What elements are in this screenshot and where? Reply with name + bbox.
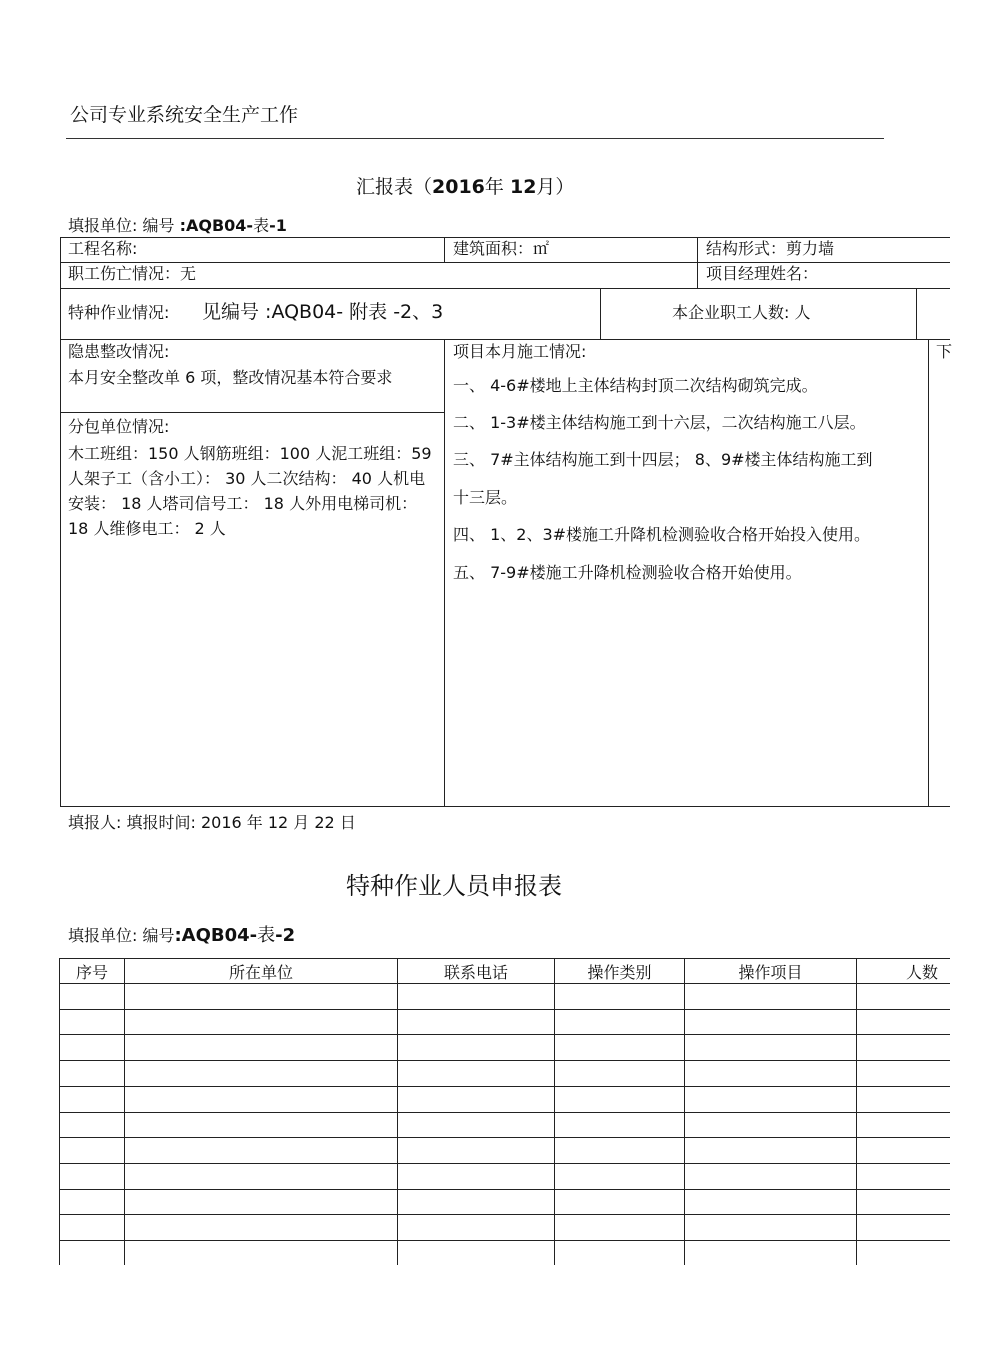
column-header: 序号 — [75, 963, 108, 982]
table-row-rule — [59, 983, 950, 984]
table-row-rule — [59, 1240, 950, 1241]
table-rule — [697, 237, 698, 289]
table-row-rule — [59, 1060, 950, 1061]
table-rule — [928, 339, 929, 807]
report1-footer: 填报人: 填报时间: 2016 年 12 月 22 日 — [68, 813, 356, 832]
construction-item: 五、 7-9#楼施工升降机检测验收合格开始使用。 — [453, 563, 802, 582]
table-rule — [600, 288, 601, 340]
next-month-label: 下 — [936, 342, 953, 361]
construction-item: 三、 7#主体结构施工到十四层； 8、9#楼主体结构施工到 — [453, 450, 873, 469]
table-rule — [444, 237, 445, 263]
table-rule — [60, 288, 950, 289]
table-rule — [60, 339, 950, 340]
report2-title: 特种作业人员申报表 — [346, 872, 562, 900]
construction-title: 项目本月施工情况: — [453, 342, 587, 361]
header-divider — [66, 138, 884, 139]
table-rule — [60, 262, 950, 263]
table-rule — [60, 412, 444, 413]
org-header: 公司专业系统安全生产工作 — [70, 104, 299, 126]
table-rule — [60, 237, 61, 807]
hazard-title: 隐患整改情况: — [68, 342, 170, 361]
column-header: 人数 — [905, 963, 938, 982]
table-row-rule — [59, 1137, 950, 1138]
column-header: 操作项目 — [738, 963, 803, 982]
staff-count-label: 本企业职工人数: 人 — [672, 303, 811, 322]
hazard-text: 本月安全整改单 6 项，整改情况基本符合要求 — [68, 368, 393, 387]
column-header: 操作类别 — [587, 963, 652, 982]
subcontractor-text: 木工班组：150 人钢筋班组：100 人泥工班组：59 人架子工（含小工）： 30 人二次结构： 40 人机电安装： 18 人塔司信号工： 18 人外用电梯司机： 18 人维修电工： 2 人 — [68, 444, 432, 538]
project-name-label: 工程名称: — [68, 239, 138, 258]
construction-item: 一、 4-6#楼地上主体结构封顶二次结构砌筑完成。 — [453, 376, 818, 395]
construction-item: 四、 1、2、3#楼施工升降机检测验收合格开始投入使用。 — [453, 525, 871, 544]
table-row-rule — [59, 1034, 950, 1035]
special-ops-value: 见编号 :AQB04- 附表 -2、3 — [202, 301, 444, 323]
table-row-rule — [59, 1112, 950, 1113]
table-rule — [60, 237, 950, 238]
table-row-rule — [59, 1163, 950, 1164]
table-rule — [444, 339, 445, 807]
special-ops-label: 特种作业情况: — [68, 303, 170, 322]
structure-type-label: 结构形式：剪力墙 — [706, 239, 835, 258]
building-area-label: 建筑面积：㎡ — [453, 239, 550, 258]
table-row-rule — [59, 958, 950, 959]
table-rule — [60, 806, 950, 807]
report1-title: 汇报表（2016年 12月） — [356, 176, 575, 198]
table-row-rule — [59, 1086, 950, 1087]
table-rule — [916, 288, 917, 340]
construction-item: 十三层。 — [453, 488, 518, 507]
report2-unit-line: 填报单位: 编号:AQB04-表-2 — [68, 925, 296, 946]
table-row-rule — [59, 1189, 950, 1190]
table-row-rule — [59, 1009, 950, 1010]
report1-unit-line: 填报单位: 编号 :AQB04-表-1 — [68, 216, 287, 235]
subcontractor-title: 分包单位情况: — [68, 417, 170, 436]
pm-name-label: 项目经理姓名： — [706, 264, 819, 283]
column-header: 联系电话 — [443, 963, 508, 982]
injury-label: 职工伤亡情况：无 — [68, 264, 197, 283]
column-header: 所在单位 — [228, 963, 293, 982]
construction-item: 二、 1-3#楼主体结构施工到十六层，二次结构施工八层。 — [453, 413, 866, 432]
table-row-rule — [59, 1214, 950, 1215]
